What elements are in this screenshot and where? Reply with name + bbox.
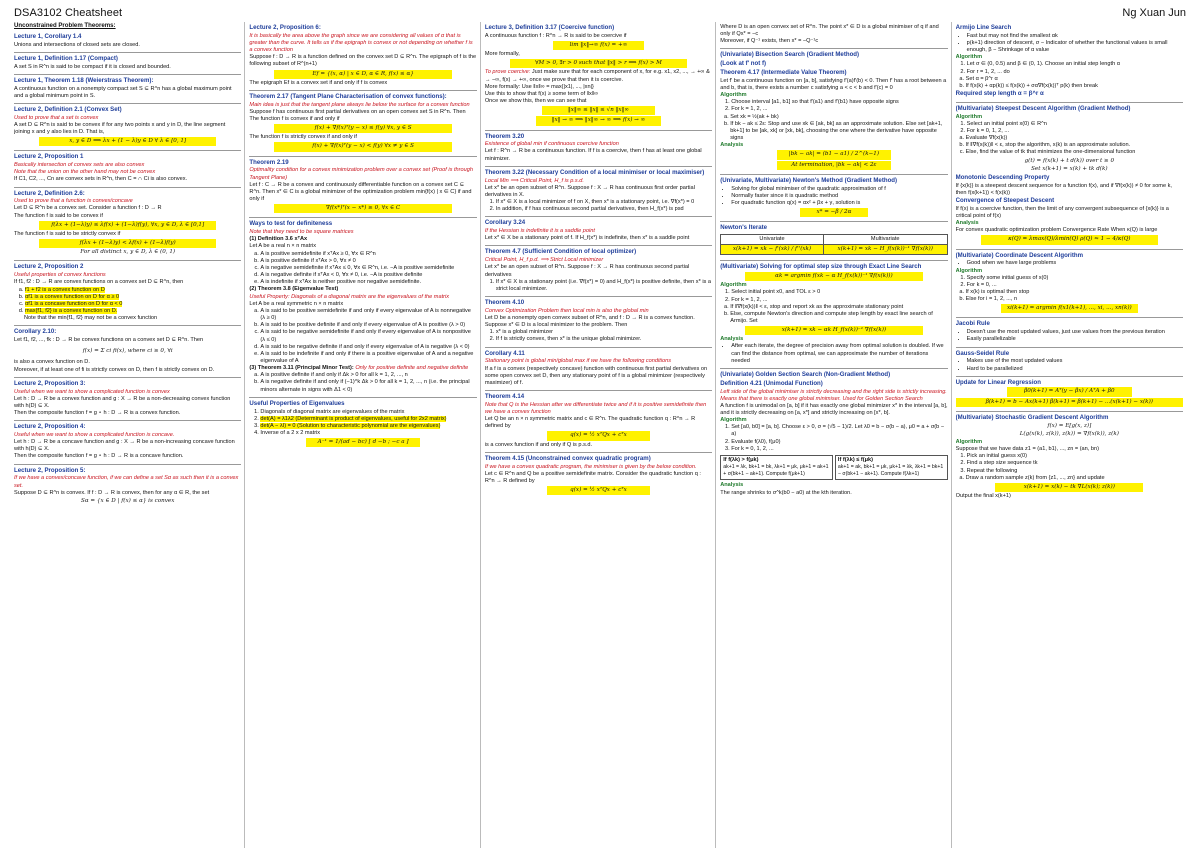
section-body: The range shrinks to σ^k(b0 − a0) at the kth iteration. bbox=[720, 489, 852, 496]
section-body: Where D is an open convex set of R^n. The point x* ∈ D is a global minimiser of q if and only if Qx* = −c bbox=[720, 24, 939, 38]
list-item: 3. det(A − λI) = 0 (Solution to characteristic polynomial are the eigenvalues) bbox=[260, 423, 476, 430]
section-title: Lecture 1, Theorem 1.18 (Weierstrass Theorem): bbox=[14, 76, 154, 84]
section-title: Theorem 4.15 (Unconstrained convex quadratic program) bbox=[484, 454, 651, 462]
section-title: Theorem 3.22 (Necessary Condition of a local minimiser or local maximiser) bbox=[484, 168, 705, 176]
section-body: Moreover, if at least one of fi is strictly convex on D, then f is strictly convex on D. bbox=[14, 366, 215, 373]
section-heading: Unconstrained Problem Theorems: bbox=[14, 22, 116, 29]
list-item: 1. Specify some initial guess of x(0) bbox=[967, 275, 1183, 282]
list-item: b. A is said to be positive definite if and only if every eigenvalue of A is positive (λ > 0) bbox=[260, 322, 476, 329]
section-body: A continuous function on a nonempty compact set S ⊆ R^n has a global maximum point and a global minimum point in S. bbox=[14, 85, 232, 99]
list-item: • Solving for global minimiser of the quadratic approximation of f bbox=[731, 186, 947, 193]
section-title: Theorem 2.19 bbox=[249, 158, 289, 166]
list-item: b. If bk − ak ≤ 2ε: Stop and use xk ∈ [ak, bk] as an approximate solution. Else set [ak+1, bk+1] to be [ak, xk] or [xk, bk], choosing the one where the derivative have opposite signs bbox=[730, 121, 947, 142]
list-item: • Normally faster since it is quadratic method bbox=[731, 193, 947, 200]
section-body: is a convex function if and only if Q is p.s.d. bbox=[484, 441, 593, 448]
list-item: a. If ‖∇f(x(k))‖ < ε, stop and report xk as the approximate stationary point bbox=[730, 304, 947, 311]
section-title: Corollary 2.10: bbox=[14, 328, 57, 336]
subheading: (3) Theorem 3.11 (Principal Minor Test): bbox=[249, 365, 354, 372]
eigenvalue-properties bbox=[249, 398, 476, 452]
formula: f(λx + (1−λ)y) < λf(x) + (1−λ)f(y) bbox=[39, 239, 216, 248]
section-body: Let D be a nonempty open convex subset of R^n, and f : D → R is a convex function. bbox=[484, 315, 695, 321]
section-title: Newton's Iterate bbox=[720, 224, 768, 232]
proposition-2 bbox=[14, 261, 241, 326]
list-item: d. A is negative definite if xᵀAx < 0, ∀x ≠ 0, i.e. −A is positive definite bbox=[260, 272, 476, 279]
algorithm-label: Algorithm bbox=[720, 417, 747, 424]
section-body: If a f is a convex (respectively concave) function with continuous first partial derivatives on some open convex set D, then any stationary point of f is a global minimizer (respectively maximizer) of f. bbox=[484, 365, 708, 386]
section-body: Let A be a real symmetric n × n matrix bbox=[249, 300, 344, 307]
section-body: Suppose f has continuous first partial derivatives on an open convex set S in R^n. Then bbox=[249, 108, 466, 115]
definition-compact bbox=[14, 53, 241, 75]
linear-regression-update bbox=[956, 377, 1183, 412]
list-item: 2. For k = 1, 2, ... bbox=[731, 106, 947, 113]
newtons-method bbox=[720, 175, 947, 222]
definition-convex-set bbox=[14, 104, 241, 151]
section-body: If f(x) is a coercive function, then the limit of any convergent subsequence of {x(k)} is a critical point of f(x) bbox=[955, 205, 1169, 219]
note: Useful when we want to show a complicated function is concave. bbox=[14, 431, 175, 438]
section-title: Theorem 4.14 bbox=[484, 393, 525, 401]
definition-title: Definition 4.21 (Unimodal Function) bbox=[720, 379, 823, 387]
note: If we have a convex/concave function, if we can define a set Sα as such then it is a convex set. bbox=[14, 475, 239, 489]
definition-coercive bbox=[485, 22, 712, 131]
section-body: If f1, f2 : D → R are convex functions on a convex set D ⊆ R^n, then bbox=[14, 279, 184, 286]
section-body: Then the composite function f = g ∘ h : D → R is a concave function. bbox=[14, 453, 184, 460]
coordinate-descent bbox=[956, 250, 1183, 319]
section-body: Let x* be an open subset of R^n. Suppose f : X → R has continuous first order partial derivatives in X. bbox=[484, 184, 695, 198]
list-item: • Good when we have large problems bbox=[967, 260, 1183, 267]
list-item: • Easily parallelizable bbox=[967, 336, 1183, 343]
section-body: Suppose D ⊆ R^n is convex. If f : D → R is convex, then for any α ∈ R, the set bbox=[14, 489, 210, 496]
header bbox=[14, 6, 1186, 22]
note: Local Min ⟹ Critical Point, H_f is p.s.d. bbox=[484, 177, 584, 184]
list-item: a. Set xk = ½(ak + bk) bbox=[730, 114, 947, 121]
list-item: a. Evaluate ∇f(x(k)) bbox=[966, 135, 1183, 142]
section-body: Let f : C → R be a convex and continuously differentiable function on a convex set C ⊆ R^n. Then x* ∈ C is a global minimizer of the optimization problem min{f(x) | x ∈ C} if and only if bbox=[249, 181, 472, 203]
section-title: (Multivariate) Steepest Descent Algorithm (Gradient Method) bbox=[955, 104, 1131, 112]
section-title: Theorem 4.10 bbox=[484, 299, 525, 307]
proposition-6 bbox=[249, 22, 476, 91]
list-item: 1. Select initial point x0, and TOL ε > 0 bbox=[731, 289, 947, 296]
formula: β(k+1) = b − Ax(k+1) β(k+1) = β(k+1) − ...(x(k+1) − x(k)) bbox=[956, 398, 1183, 407]
list-item: • p(k+1) direction of descent, σ − Indicator of whether the functional values is small enough, β − Shrinkage of α value bbox=[967, 40, 1183, 54]
subheading: (2) Theorem 3.8 (Eigenvalue Test) bbox=[249, 286, 339, 293]
section-title: (Multivariate) Solving for optimal step size through Exact Line Search bbox=[720, 263, 922, 271]
section-title: Lecture 2, Proposition 6: bbox=[249, 24, 321, 31]
note-min: Note that the min{f1, f2} may not be a convex function bbox=[24, 315, 158, 322]
section-body: Let f1, f2, ..., fk : D → R be convex functions on a convex set D ⊆ R^n. Then bbox=[14, 337, 204, 344]
list-item: 2. For r = 1, 2, ... do bbox=[967, 69, 1183, 76]
algorithm-label: Algorithm bbox=[720, 92, 747, 99]
list-item: a. A is said to be positive semidefinite if and only if every eigenvalue of A is nonnegative (λ ≥ 0) bbox=[260, 308, 476, 322]
formula: f(x) = Σ ci fi(x), where ci ≥ 0, ∀i bbox=[82, 348, 173, 355]
section-body: Let x* be an open subset of R^n. Suppose f : X → R has continuous second partial derivatives bbox=[484, 264, 690, 278]
column-3 bbox=[485, 22, 716, 848]
bisection-search bbox=[720, 49, 947, 174]
list-item: b. If f(x(k) + αp(k)) ≤ f(x(k)) + σα∇f(x(k))ᵀ p(k) then break bbox=[966, 83, 1183, 90]
list-item: 3. Repeat the following bbox=[967, 468, 1183, 475]
list-item: b. A is negative definite if and only if (−1)^k Δk > 0 for all k = 1, 2, ..., n (i.e. the principal minors alternate in signs with Δ1 < 0) bbox=[260, 379, 476, 393]
section-body: A set D ⊆ R^n is said to be convex if for any two points x and y in D, the line segment joining x and y also lies in D. That is, bbox=[14, 121, 226, 135]
section-body: Let c ∈ R^n and Q be a positive semidefinite matrix. Consider the quadratic function q : R^n → R defined by bbox=[484, 470, 701, 484]
note: Existence of global min if continuous coercive function bbox=[484, 141, 619, 148]
armijo-line-search bbox=[956, 22, 1183, 103]
note: Useful when we want to show a complicated function is convex bbox=[14, 388, 170, 395]
item-a: The function f is said to be convex if bbox=[14, 212, 103, 219]
weierstrass-theorem bbox=[14, 75, 241, 104]
section-body: Let h : D → R be a concave function and g : X → R be a non-increasing concave function with h(D) ⊆ X. bbox=[14, 439, 235, 453]
note: Main idea is just that the tangent plane always lie below the surface for a convex function bbox=[249, 101, 470, 108]
section-body: Suppose that we have data z1 = (a1, b1), ..., zn = (an, bn) bbox=[955, 446, 1099, 453]
note: If the Hessian is indefinite it is a saddle point bbox=[484, 228, 595, 235]
note: Note that the union on the other hand may not be convex bbox=[14, 169, 156, 176]
corollary-2-10 bbox=[14, 326, 241, 377]
list-item: 2. For k = 0, 1, 2, ... bbox=[967, 128, 1183, 135]
formula: x(k+1) = xk − αk H_f(x(k))⁻¹ ∇f(x(k)) bbox=[745, 326, 922, 335]
formula: q(x) = ½ xᵀQx + cᵀx bbox=[547, 486, 649, 495]
list-item: b. If ‖∇f(x(k))‖ < ε, stop the algorithm, x(k) is an approximate solution. bbox=[966, 142, 1183, 149]
list-item: 1. x* is a global minimizer bbox=[496, 329, 712, 336]
section-body: More formally: Use ‖x‖∞ = max{|x1|, ..., |xn|} bbox=[484, 83, 594, 90]
note: If we have a convex quadratic program, the minimiser is given by the below condition. bbox=[484, 463, 697, 470]
list-item: a. A is positive semidefinite if xᵀAx ≥ 0, ∀x ∈ R^n bbox=[260, 251, 476, 258]
list-item: d. A is said to be negative definite if and only if every eigenvalue of A is negative (λ < 0) bbox=[260, 344, 476, 351]
table-cell: x(k+1) = xk − f'(xk) / f''(xk) bbox=[721, 245, 824, 255]
note: Optimality condition for a convex minimization problem over a convex set (Proof is through Tangent Plane) bbox=[249, 167, 473, 181]
theorem-4-15 bbox=[485, 453, 712, 499]
section-body: Let f' be a continuous function on [a, b], satisfying f'(a)f'(b) < 0. Then f' has a root between a and b, that is, there exists a number c satisfying a < c < b and f'(c) = 0 bbox=[720, 77, 947, 92]
section-body: Let f : R^n → R be a continuous function. If f is a coercive, then f has at least one global minimizer. bbox=[484, 148, 702, 162]
list-item: a. Draw a random sample z(k) from {z1, ..., zn} and update bbox=[966, 475, 1183, 482]
formula: |bk − ak| = (b1 − a1) / 2^(k−1) bbox=[777, 150, 891, 159]
column-5 bbox=[956, 22, 1186, 848]
list-item: 1. Select an initial point x(0) ∈ R^n bbox=[967, 121, 1183, 128]
list-item: 2. For k = 1, 2, ... bbox=[731, 297, 947, 304]
section-title: Lecture 3, Definition 3.17 (Coercive function) bbox=[484, 24, 615, 31]
list-item: b. Else, compute Newton's direction and compute step length by exact line search of Armijo. Set bbox=[730, 311, 947, 325]
analysis-label: Analysis bbox=[720, 336, 744, 343]
list-item: c. Else, find the value of tk that minimizes the one-dimensional function bbox=[966, 149, 1183, 156]
section-body: Suppose x* ∈ D is a local minimizer to the problem. Then bbox=[484, 322, 628, 329]
list-item: e. A is indefinite if xᵀAx is neither positive nor negative semidefinite. bbox=[260, 279, 476, 286]
proposition-4 bbox=[14, 421, 241, 464]
note: Used to prove that a set is convex bbox=[14, 114, 99, 121]
stochastic-gradient-descent bbox=[956, 412, 1183, 503]
list-item: 2. Find a step size sequence tk bbox=[967, 460, 1183, 467]
column-2 bbox=[249, 22, 480, 848]
section-body: The epigraph Ef is a convex set if and only if f is convex bbox=[249, 79, 388, 86]
jacobi-rule bbox=[956, 318, 1183, 347]
section-body: Unions and intersections of closed sets are closed. bbox=[14, 41, 140, 48]
list-item: 1. Let σ ∈ (0, 0.5) and β ∈ (0, 1). Choose an initial step length α bbox=[967, 61, 1183, 68]
corollary-4-11 bbox=[485, 348, 712, 391]
formula: g(t) = f(x(k) + t d(k)) over t ≥ 0 bbox=[1024, 157, 1115, 164]
list-item: 3. For k = 0, 1, 2, ... bbox=[731, 446, 947, 453]
list-item: d. max{f1, f2} is a convex function on D. bbox=[25, 308, 241, 315]
list-item: b. Else for i = 1, 2, ..., n bbox=[966, 296, 1183, 303]
section-body: Output the final x(k+1) bbox=[955, 493, 1011, 499]
section-title: Lecture 2, Proposition 4: bbox=[14, 423, 86, 431]
subheading: (1) Definition 3.6 xᵀAx bbox=[249, 236, 308, 243]
table-header: Univariate bbox=[721, 234, 824, 244]
list-item: • Fast but may not find the smallest αk bbox=[967, 33, 1183, 40]
formula: q(x) = ½ xᵀQx + cᵀx bbox=[547, 431, 649, 440]
column-1 bbox=[14, 22, 245, 848]
list-item: c. αf1 is a concave function on D for α < 0 bbox=[25, 301, 241, 308]
section-body: If {x(k)} is a steepest descent sequence for a function f(x), and if ∇f(x(k)) ≠ 0 for some k, then f(x(k+1)) < f(x(k)) bbox=[955, 182, 1172, 196]
section-title: Lecture 1, Definition 1.17 (Compact) bbox=[14, 54, 118, 62]
case-left: If f(λk) > f(μk) ak+1 = λk, bk+1 = bk, λk+1 = μk, μk+1 = ak+1 + σ(bk+1 − ak+1). Compute f(μk+1) bbox=[720, 455, 833, 480]
section-body: Let h : D → R be a convex function and g : X → R be a non-decreasing convex function with h(D) ⊆ X. bbox=[14, 395, 231, 409]
author-name: Ng Xuan Jun bbox=[1122, 7, 1186, 19]
section-body: Just make sure that for each component of x, for e.g. x1, x2, ..., → +∞ & → −∞, f(x) → +∞, once we prove that then it is coercive. bbox=[484, 69, 710, 83]
list-item: c. A is said to be negative semidefinite if and only if every eigenvalue of A is nonpositive (λ ≤ 0) bbox=[260, 329, 476, 343]
formula: κ(Q) = λmax(Q)/λmin(Q) ρ(Q) ≈ 1 − 4/κ(Q) bbox=[981, 235, 1158, 244]
proposition-3 bbox=[14, 378, 241, 421]
list-item: 1. Set [a0, b0] = [a, b]. Choose ε > 0, σ = (√5 − 1)/2. Let λ0 = b − σ(b − a), μ0 = a + σ(b − a) bbox=[731, 424, 947, 438]
formula: f(x) + ∇f(x)ᵀ(y − x) ≤ f(y) ∀x, y ∈ S bbox=[274, 124, 451, 133]
analysis-label: Analysis bbox=[955, 220, 979, 227]
section-title: Lecture 2, Proposition 3: bbox=[14, 379, 86, 387]
table-header: Multivariate bbox=[823, 234, 947, 244]
list-item: a. f1 + f2 is a convex function on D bbox=[25, 287, 241, 294]
proposition-5 bbox=[14, 465, 241, 509]
list-item: 1. Pick an initial guess x(0) bbox=[967, 453, 1183, 460]
section-title: Lecture 2, Proposition 5: bbox=[14, 466, 86, 474]
list-item: c. A is negative semidefinite if xᵀAx ≤ 0, ∀x ∈ R^n, i.e. −A is positive semidefinite bbox=[260, 265, 476, 272]
formula: A⁻¹ = 1/(ad − bc) [ d −b ; −c a ] bbox=[306, 438, 420, 447]
formula: At termination, |bk − ak| < 2ε bbox=[777, 161, 891, 170]
section-title: (Univariate, Multivariate) Newton's Method (Gradient Method) bbox=[720, 176, 898, 184]
section-title: Theorem 2.17 (Tangent Plane Characterisation of convex functions): bbox=[249, 92, 447, 100]
note: To prove coercive: bbox=[484, 69, 531, 76]
formula: Ef = {(x, α) | x ∈ D, α ∈ R, f(x) ≤ α} bbox=[274, 70, 451, 79]
list-item: • Hard to be parallelized bbox=[967, 366, 1183, 373]
section-body: Let A be a real n × n matrix bbox=[249, 243, 317, 250]
section-title: Theorem 4.7 (Sufficient Condition of local optimizer) bbox=[484, 248, 637, 256]
section-body: Then the composite function f = g ∘ h : D → R is a convex function. bbox=[14, 409, 181, 416]
formula: ‖x‖ → ∞ ⟹ ‖x‖∞ → ∞ ⟹ f(x) → ∞ bbox=[536, 116, 661, 125]
section-body: For convex quadratic optimization problem Convergence Rate When κ(Q) is large bbox=[955, 227, 1158, 234]
analysis-label: Analysis bbox=[720, 142, 744, 149]
corollary-3-24 bbox=[485, 217, 712, 246]
list-item: 1. Diagonals of diagonal matrix are eigenvalues of the matrix bbox=[260, 409, 476, 416]
subheading: Monotonic Descending Property bbox=[955, 173, 1050, 181]
section-body: Let x* ∈ X be a stationary point of f. If H_f(x*) is indefinite, then x* is a saddle point bbox=[484, 235, 690, 242]
list-item: 1. If x* ∈ X is a stationary point (i.e. ∇f(x*) = 0) and H_f(x*) is positive definite, then x* is a strict local minimizer. bbox=[496, 279, 712, 293]
theorem-2-19 bbox=[249, 157, 476, 219]
section-title: Armijo Line Search bbox=[955, 24, 1012, 31]
section-body: Suppose f : D → R is a function defined on the convex set D ⊆ R^n. The epigraph of f is the following subset of R^(n+1) bbox=[249, 54, 477, 68]
item-a: The function f is convex if and only if bbox=[249, 116, 340, 122]
formula: f(λx + (1−λ)y) ≤ λf(x) + (1−λ)f(y), ∀x, y ∈ D, λ ∈ [0,1] bbox=[39, 221, 216, 230]
section-title: Gauss-Seidel Rule bbox=[955, 349, 1010, 357]
theorem-2-17 bbox=[249, 91, 476, 157]
table-cell: x(k+1) = xk − H_f(x(k))⁻¹ ∇f(x(k)) bbox=[823, 245, 947, 255]
section-body: is also a convex function on D. bbox=[14, 359, 90, 366]
page-title: DSA3102 Cheatsheet bbox=[14, 7, 123, 19]
proposition-1 bbox=[14, 151, 241, 187]
algorithm-label: Algorithm bbox=[955, 438, 983, 445]
section-title: (Univariate) Golden Section Search (Non-Gradient Method) bbox=[720, 370, 891, 378]
algorithm-label: Algorithm bbox=[955, 54, 983, 61]
section-title: (Multivariate) Coordinate Descent Algorithm bbox=[955, 251, 1084, 259]
section-title: (Univariate) Bisection Search (Gradient Method) bbox=[720, 51, 860, 59]
list-item: e. A is said to be indefinite if and only if there is a positive eigenvalue of A and a negative eigenvalue of A bbox=[260, 351, 476, 365]
section-title: Lecture 2, Definition 2.1 (Convex Set) bbox=[14, 105, 122, 113]
theorem-4-14 bbox=[485, 391, 712, 453]
section-body: Let Q be an n × n symmetric matrix and c ∈ R^n. The quadratic function q : R^n → R defined by bbox=[484, 416, 696, 430]
list-item: a. Set α = β^r α bbox=[966, 76, 1183, 83]
section-title: Ways to test for definiteness bbox=[249, 220, 333, 228]
list-item: 1. If x* ∈ X is a local minimizer of f on X, then x* is a stationary point, i.e. ∇f(x*) = 0 bbox=[496, 199, 712, 206]
list-item: 2. If f is strictly convex, then x* is the unique global minimizer. bbox=[496, 336, 712, 343]
list-item: 2. det(A) = λ1λ2 (Determinant is product of eigenvalues, useful for 2x2 matrix) bbox=[260, 416, 476, 423]
lecture1-corollary-1-4 bbox=[14, 31, 241, 53]
list-item: a. If x(k) is optimal then stop bbox=[966, 289, 1183, 296]
formula: x, y ∈ D ⟹ λx + (1 − λ)y ∈ D ∀ λ ∈ [0, 1] bbox=[39, 137, 216, 146]
item-b: The function f is strictly convex if and only if bbox=[249, 134, 357, 141]
section-body: A function f is unimodal on [a, b] if it has exactly one global minimizer x* in the interval [a, b], and it is strictly decreasing on [a, x*] and strictly increasing on [x*, b]. bbox=[720, 402, 948, 416]
list-item: 2. Evaluate f(λ0), f(μ0) bbox=[731, 439, 947, 446]
section-title: Update for Linear Regression bbox=[955, 378, 1041, 386]
section-title: Corollary 3.24 bbox=[484, 219, 526, 227]
formula: Set x(k+1) = x(k) + tk d(k) bbox=[1031, 165, 1108, 172]
note: Note that Q is the Hessian after we differentiate twice and if it is positive semidefinite then we have a convex function bbox=[484, 401, 707, 415]
note: Useful Property: Diagonals of a diagonal matrix are the eigenvalues of the matrix bbox=[249, 293, 450, 300]
section-title: Jacobi Rule bbox=[955, 320, 990, 328]
note: Useful properties of convex functions bbox=[14, 272, 106, 279]
section-title: (Multivariate) Stochastic Gradient Descent Algorithm bbox=[955, 413, 1109, 421]
formula: ‖x‖∞ ≤ ‖x‖ ≤ √n ‖x‖∞ bbox=[542, 106, 656, 115]
list-item: • For quadratic function q(x) = αx² + βx + γ, solution is bbox=[731, 200, 947, 207]
formula: αk = argmin f(xk − α H_f(x(k))⁻¹ ∇f(x(k))) bbox=[745, 272, 922, 281]
note: Basically intersection of convex sets are also convex bbox=[14, 162, 145, 169]
newton-iterate-table bbox=[720, 234, 947, 255]
case-right: If f(λk) ≤ f(μk) ak+1 = ak, bk+1 = μk, μk+1 = λk, λk+1 = bk+1 − σ(bk+1 − ak+1). Compute f(λk+1) bbox=[835, 455, 948, 480]
subheading: Convergence of Steepest Descent bbox=[955, 197, 1055, 204]
golden-section-cases bbox=[720, 455, 947, 480]
algorithm-label: Algorithm bbox=[955, 267, 983, 274]
newtons-iterate bbox=[720, 222, 947, 261]
column-4 bbox=[720, 22, 951, 848]
list-item: b. αf1 is a convex function on D for α ≥ 0 bbox=[25, 294, 241, 301]
formula: f(x) = E[g(x, z)] bbox=[1047, 422, 1092, 429]
formula: ∀M > 0, ∃r > 0 such that ‖x‖ > r ⟹ f(x) > M bbox=[510, 59, 687, 68]
section-title: Lecture 2, Definition 2.6: bbox=[14, 189, 85, 197]
theorem-title: Theorem 4.17 (Intermediate Value Theorem) bbox=[720, 69, 847, 77]
section-body: Moreover, if Q⁻¹ exists, then x* = −Q⁻¹c bbox=[720, 38, 819, 45]
gauss-seidel-rule bbox=[956, 348, 1183, 377]
section-body: A continuous function f : R^n → R is said to be coercive if bbox=[484, 32, 627, 39]
list-item: 4. Inverse of a 2 x 2 matrix bbox=[260, 430, 476, 437]
formula: x* = −β / 2α bbox=[800, 208, 868, 217]
section-body: If C1, C2, ..., Cn are convex sets in R^n, then C = ∩ Ci is also convex. bbox=[14, 176, 188, 183]
note: It is basically the area above the graph since we are considering all values of α that is greater than the curve. It tells us if the epigraph is convex or not depending on whether f is a convex function bbox=[249, 32, 473, 54]
formula-tail: For all distinct x, y ∈ D, λ ∈ (0, 1) bbox=[80, 249, 176, 256]
section-title: Lecture 2, Proposition 2 bbox=[14, 263, 84, 271]
formula: L(g(x(k), z(k)), z(k)) = ∇f(x(k)), z(k) bbox=[1019, 430, 1119, 437]
section-title: Lecture 1, Corollary 1.4 bbox=[14, 32, 82, 40]
theorem-4-7 bbox=[485, 246, 712, 297]
list-item: • Makes use of the most updated values bbox=[967, 358, 1183, 365]
section-title: Theorem 3.20 bbox=[484, 132, 525, 140]
theorem-4-10 bbox=[485, 297, 712, 348]
list-item: 2. For k = 0, ... bbox=[967, 282, 1183, 289]
section-title: Useful Properties of Eigenvalues bbox=[249, 399, 345, 407]
formula: xi(k+1) = argmin f(x1(k+1), ..., xi, ..., xn(k)) bbox=[1001, 304, 1137, 313]
section-subtitle: (Look at f' not f) bbox=[720, 60, 767, 68]
item-b: The function f is said to be strictly convex if bbox=[14, 230, 121, 237]
section-title: Corollary 4.11 bbox=[484, 349, 525, 357]
formula: ∇f(x*)ᵀ(x − x*) ≥ 0, ∀x ∈ C bbox=[274, 204, 451, 213]
list-item: • Doesn't use the most updated values, just use values from the previous iteration bbox=[967, 329, 1183, 336]
formula: Sα = {x ∈ D | f(x) ≤ α} is convex bbox=[81, 497, 175, 504]
steepest-descent bbox=[956, 103, 1183, 250]
note: Left side of the global minimiser is strictly decreasing and the right side is strictly increasing. Means that there is exactly one global minimiser. Used for Golden Section Search bbox=[720, 388, 947, 402]
list-item: a. A is positive definite if and only if Δk > 0 for all k = 1, 2, ..., n bbox=[260, 372, 476, 379]
list-item: 1. Choose interval [a1, b1] so that f'(a1) and f'(b1) have opposite signs bbox=[731, 99, 947, 106]
note: Used to prove that a function is convex/concave bbox=[14, 198, 133, 205]
note: Convex Optimization Problem then local min is also the global min bbox=[484, 307, 649, 314]
section-body: Let D ⊆ R^n be a convex set. Consider a function f : D → R bbox=[14, 205, 162, 212]
definiteness-tests bbox=[249, 218, 476, 397]
section-title: Lecture 2, Proposition 1 bbox=[14, 153, 84, 161]
note: Critical Point, H_f p.d. ⟹ Strict Local minimizer bbox=[484, 257, 604, 264]
golden-section-search bbox=[720, 369, 947, 500]
required-step-length: Required step length α = β^r α bbox=[955, 90, 1044, 98]
theorem-3-20 bbox=[485, 131, 712, 167]
section-body: Use this to show that f(x) ≥ some term of ‖x‖∞ bbox=[484, 90, 599, 97]
algorithm-label: Algorithm bbox=[955, 113, 983, 120]
section-body: A set S in R^n is said to be compact if it is closed and bounded. bbox=[14, 63, 171, 70]
section-body: Once we show this, then we can see that bbox=[484, 98, 587, 105]
quadratic-minimiser bbox=[720, 22, 947, 49]
formula: β0(k+1) = Aᵀ(y − βx) / AᵀA + β0 bbox=[1007, 387, 1132, 396]
formula: x(k+1) = x(k) − tk ∇L(x(k); z(k)) bbox=[995, 483, 1143, 492]
formula: lim ‖x‖→∞ f(x) = +∞ bbox=[553, 41, 644, 50]
analysis-label: Analysis bbox=[720, 482, 744, 489]
note: Stationary point is global min/global max if we have the following conditions bbox=[484, 358, 672, 365]
formula: f(x) + ∇f(x)ᵀ(y − x) < f(y) ∀x ≠ y ∈ S bbox=[274, 142, 451, 151]
algorithm-label: Algorithm bbox=[720, 282, 747, 289]
note: Note that they need to be square matrices bbox=[249, 229, 354, 236]
definition-convex-function bbox=[14, 188, 241, 262]
list-item: 2. In addition, if f has continuous second partial derivatives, then H_f(x*) is psd bbox=[496, 206, 712, 213]
section-body: More formally, bbox=[484, 51, 520, 58]
note: Only for positive definite and negative definite bbox=[355, 365, 469, 372]
theorem-3-22 bbox=[485, 167, 712, 218]
list-item: • After each iterate, the degree of precision away from optimal solution is doubled. If we can find the distance from optimal, we can approximate the number of iterations needed bbox=[731, 343, 947, 364]
list-item: b. A is positive definite if xᵀAx > 0, ∀x ≠ 0 bbox=[260, 258, 476, 265]
exact-line-search bbox=[720, 261, 947, 369]
